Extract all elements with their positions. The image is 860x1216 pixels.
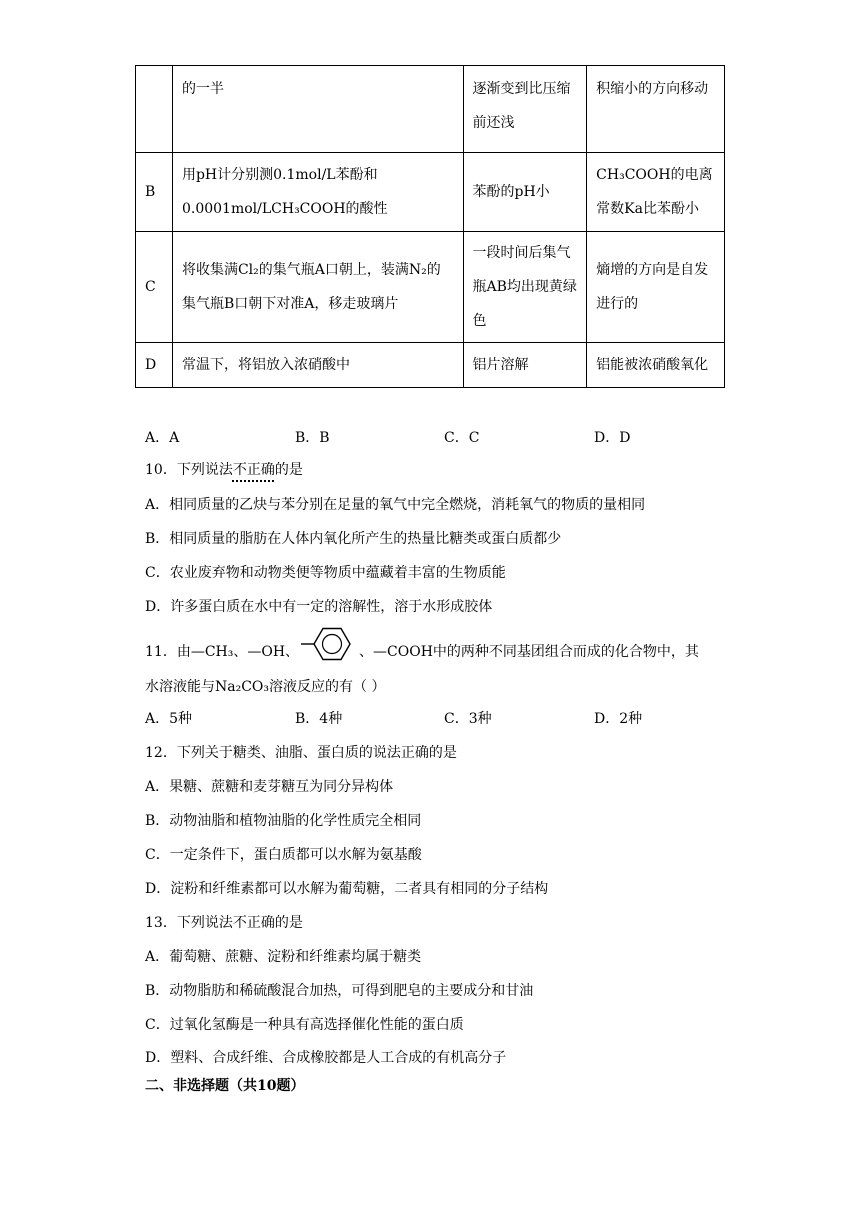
operation-cell: 的一半 [172, 66, 463, 153]
q13-option-b[interactable]: B．动物脂肪和稀硫酸混合加热，可得到肥皂的主要成分和甘油 [145, 983, 534, 999]
choice-d[interactable]: D．2种 [594, 711, 643, 727]
q12-option-a[interactable]: A．果糖、蔗糖和麦芽糖互为同分异构体 [145, 779, 394, 795]
q12-stem: 12．下列关于糖类、油脂、蛋白质的说法正确的是 [145, 745, 457, 761]
q10-stem-prefix: 10．下列说法 [145, 462, 233, 478]
conclusion-cell: 积缩小的方向移动 [587, 66, 725, 153]
phenomenon-cell: 苯酚的pH小 [463, 153, 587, 232]
option-cell: B [136, 153, 173, 232]
q12-option-b[interactable]: B．动物油脂和植物油脂的化学性质完全相同 [145, 813, 422, 829]
operation-cell: 常温下，将铝放入浓硝酸中 [172, 343, 463, 388]
table-row [136, 232, 725, 343]
phenomenon-cell: 铝片溶解 [463, 343, 587, 388]
choice-a[interactable]: A．5种 [145, 711, 193, 727]
q10-option-c[interactable]: C．农业废弃物和动物类便等物质中蕴藏着丰富的生物质能 [145, 565, 506, 581]
q11-stem [145, 624, 699, 680]
phenomenon-cell: 逐渐变到比压缩前还浅 [463, 66, 587, 153]
q10-stem-suffix: 的是 [274, 462, 303, 478]
q10-stem-emphasis: 不正确 [232, 462, 275, 478]
choice-c[interactable]: C．C [444, 430, 480, 446]
operation-cell: 用pH计分别测0.1mol/L苯酚和0.0001mol/LCH₃COOH的酸性 [172, 153, 463, 232]
choice-c[interactable]: C．3种 [444, 711, 492, 727]
choice-a[interactable]: A．A [145, 430, 180, 446]
q13-option-d[interactable]: D．塑料、合成纤维、合成橡胶都是人工合成的有机高分子 [145, 1050, 507, 1066]
conclusion-cell: CH₃COOH的电离常数Ka比苯酚小 [587, 153, 725, 232]
conclusion-cell: 熵增的方向是自发进行的 [587, 232, 725, 343]
choice-d[interactable]: D．D [594, 430, 631, 446]
option-cell [136, 66, 173, 153]
q10-stem [145, 459, 303, 479]
operation-cell: 将收集满Cl₂的集气瓶A口朝上，装满N₂的集气瓶B口朝下对准A，移走玻璃片 [172, 232, 463, 343]
benzene-ring-icon [301, 624, 357, 680]
q13-stem: 13．下列说法不正确的是 [145, 915, 303, 931]
q10-option-b[interactable]: B．相同质量的脂肪在人体内氧化所产生的热量比糖类或蛋白质都少 [145, 531, 562, 547]
q10-option-a[interactable]: A．相同质量的乙炔与苯分别在足量的氧气中完全燃烧，消耗氧气的物质的量相同 [145, 497, 646, 513]
q11-stem-part1: 11．由—CH₃、—OH、 [145, 644, 300, 660]
conclusion-cell: 铝能被浓硝酸氧化 [587, 343, 725, 388]
option-cell: D [136, 343, 173, 388]
table-row [136, 66, 725, 153]
choice-b[interactable]: B．4种 [295, 711, 343, 727]
choice-b[interactable]: B．B [295, 430, 330, 446]
q12-option-d[interactable]: D．淀粉和纤维素都可以水解为葡萄糖，二者具有相同的分子结构 [145, 881, 549, 897]
phenomenon-cell: 一段时间后集气瓶AB均出现黄绿色 [463, 232, 587, 343]
section-heading: 二、非选择题（共10题） [145, 1078, 305, 1094]
q10-option-d[interactable]: D．许多蛋白质在水中有一定的溶解性，溶于水形成胶体 [145, 599, 493, 615]
q11-stem-line2: 水溶液能与Na₂CO₃溶液反应的有（ ） [145, 679, 386, 695]
q11-stem-part2: 、—COOH中的两种不同基团组合而成的化合物中，其 [359, 644, 699, 660]
experiment-table [135, 65, 725, 388]
table-row [136, 343, 725, 388]
q13-option-a[interactable]: A．葡萄糖、蔗糖、淀粉和纤维素均属于糖类 [145, 949, 422, 965]
option-cell: C [136, 232, 173, 343]
q12-option-c[interactable]: C．一定条件下，蛋白质都可以水解为氨基酸 [145, 847, 422, 863]
table-row [136, 153, 725, 232]
q13-option-c[interactable]: C．过氧化氢酶是一种具有高选择催化性能的蛋白质 [145, 1017, 464, 1033]
